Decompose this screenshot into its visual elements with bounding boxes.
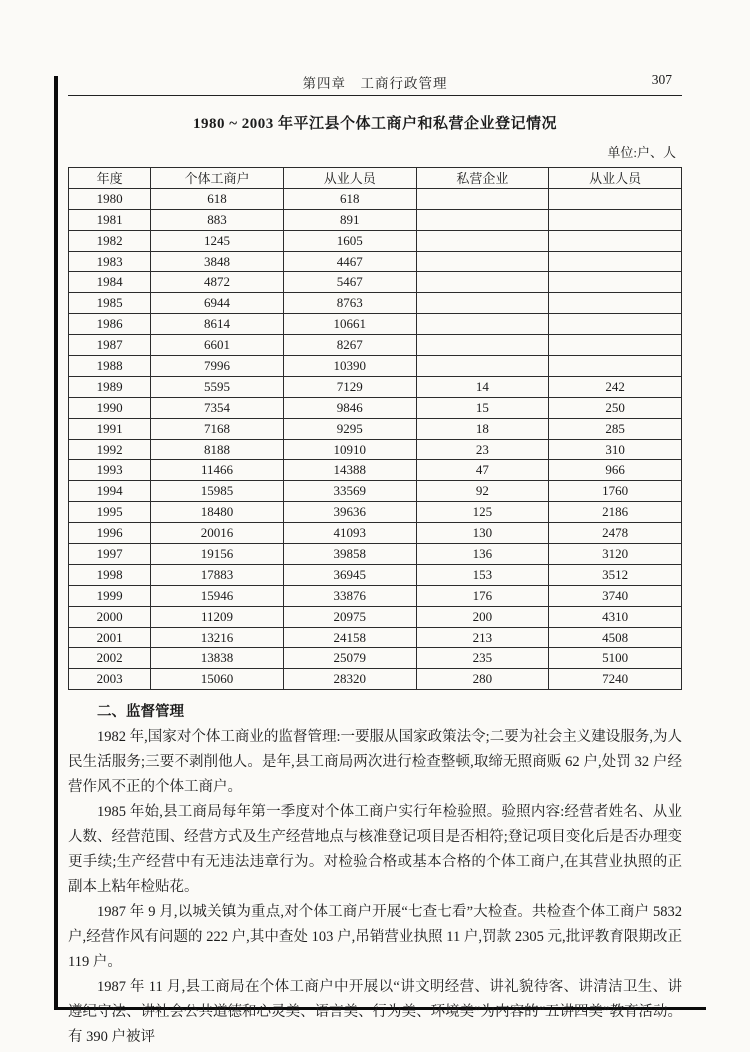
table-cell xyxy=(416,356,549,377)
table-cell: 5100 xyxy=(549,648,682,669)
table-cell: 7240 xyxy=(549,669,682,690)
table-cell: 41093 xyxy=(283,523,416,544)
table-cell xyxy=(549,209,682,230)
table-row xyxy=(69,669,682,690)
table-cell: 1760 xyxy=(549,481,682,502)
table-row xyxy=(69,627,682,648)
body-paragraph: 1987 年 11 月,县工商局在个体工商户中开展以“讲文明经营、讲礼貌待客、讲清洁卫生、讲遵纪守法、讲社会公共道德和心灵美、语言美、行为美、环境美”为内容的“五讲四美”教育活动。有 390 户被评 xyxy=(68,979,682,1046)
body-paragraph: 1985 年始,县工商局每年第一季度对个体工商户实行年检验照。验照内容:经营者姓名、从业人数、经营范围、经营方式及生产经营地点与核准登记项目是否相符;登记项目变化后是否办理变更手续;生产经营中有无违法违章行为。对检验合格或基本合格的个体工商户,在其营业执照的正副本上粘年检贴花。 xyxy=(68,804,682,896)
table-cell xyxy=(549,188,682,209)
table-cell: 7354 xyxy=(151,397,284,418)
table-cell: 25079 xyxy=(283,648,416,669)
table-cell: 3740 xyxy=(549,585,682,606)
column-header: 从业人员 xyxy=(283,168,416,189)
table-cell: 15060 xyxy=(151,669,284,690)
table-cell: 10910 xyxy=(283,439,416,460)
table-cell: 8267 xyxy=(283,335,416,356)
table-cell: 1990 xyxy=(69,397,151,418)
table-cell: 7129 xyxy=(283,376,416,397)
table-cell: 10390 xyxy=(283,356,416,377)
table-cell: 242 xyxy=(549,376,682,397)
table-cell: 1987 xyxy=(69,335,151,356)
table-cell: 235 xyxy=(416,648,549,669)
table-cell: 5467 xyxy=(283,272,416,293)
column-header: 年度 xyxy=(69,168,151,189)
table-row xyxy=(69,314,682,335)
table-cell: 39858 xyxy=(283,544,416,565)
table-cell: 33876 xyxy=(283,585,416,606)
table-row xyxy=(69,230,682,251)
table-cell: 1245 xyxy=(151,230,284,251)
table-cell: 1984 xyxy=(69,272,151,293)
column-header: 私营企业 xyxy=(416,168,549,189)
table-row xyxy=(69,251,682,272)
table-cell: 5595 xyxy=(151,376,284,397)
table-row xyxy=(69,376,682,397)
table-cell: 20016 xyxy=(151,523,284,544)
table-cell: 17883 xyxy=(151,564,284,585)
unit-note: 单位:户、人 xyxy=(607,145,676,160)
table-row xyxy=(69,439,682,460)
table-cell: 18480 xyxy=(151,502,284,523)
table-header-row xyxy=(69,168,682,189)
table-cell: 618 xyxy=(283,188,416,209)
table-cell xyxy=(416,188,549,209)
table-cell: 176 xyxy=(416,585,549,606)
table-cell: 280 xyxy=(416,669,549,690)
table-cell: 7168 xyxy=(151,418,284,439)
table-cell: 11209 xyxy=(151,606,284,627)
table-cell: 2000 xyxy=(69,606,151,627)
table-cell: 19156 xyxy=(151,544,284,565)
table-cell xyxy=(416,314,549,335)
table-cell: 15985 xyxy=(151,481,284,502)
table-row xyxy=(69,335,682,356)
table-cell: 8614 xyxy=(151,314,284,335)
table-cell: 891 xyxy=(283,209,416,230)
table-cell: 125 xyxy=(416,502,549,523)
table-cell xyxy=(416,272,549,293)
table-cell: 15 xyxy=(416,397,549,418)
table-cell: 13838 xyxy=(151,648,284,669)
table-cell: 1989 xyxy=(69,376,151,397)
table-cell: 1986 xyxy=(69,314,151,335)
table-cell: 1998 xyxy=(69,564,151,585)
table-row xyxy=(69,544,682,565)
table-cell xyxy=(416,251,549,272)
table-cell: 1605 xyxy=(283,230,416,251)
table-cell: 2186 xyxy=(549,502,682,523)
table-cell: 28320 xyxy=(283,669,416,690)
table-cell: 2478 xyxy=(549,523,682,544)
table-cell: 1983 xyxy=(69,251,151,272)
table-cell: 1980 xyxy=(69,188,151,209)
table-cell: 8763 xyxy=(283,293,416,314)
table-cell xyxy=(416,293,549,314)
table-cell: 130 xyxy=(416,523,549,544)
table-cell: 1994 xyxy=(69,481,151,502)
table-cell: 1996 xyxy=(69,523,151,544)
table-row xyxy=(69,418,682,439)
table-row xyxy=(69,481,682,502)
page-header xyxy=(68,72,682,90)
table-cell: 3120 xyxy=(549,544,682,565)
table-cell: 14388 xyxy=(283,460,416,481)
table-cell: 1991 xyxy=(69,418,151,439)
table-cell: 23 xyxy=(416,439,549,460)
table-cell: 310 xyxy=(549,439,682,460)
table-cell: 14 xyxy=(416,376,549,397)
table-row xyxy=(69,356,682,377)
table-cell xyxy=(549,272,682,293)
table-cell: 250 xyxy=(549,397,682,418)
table-cell: 136 xyxy=(416,544,549,565)
table-cell: 9295 xyxy=(283,418,416,439)
table-row xyxy=(69,564,682,585)
body-paragraph: 1982 年,国家对个体工商业的监督管理:一要服从国家政策法令;二要为社会主义建设服务,为人民生活服务;三要不剥削他人。是年,县工商局两次进行检查整顿,取缔无照商贩 62 户,处罚 32 户经营作风不正的个体工商户。 xyxy=(68,729,682,796)
page-content xyxy=(68,72,682,1050)
table-cell: 4508 xyxy=(549,627,682,648)
table-cell xyxy=(549,335,682,356)
table-cell xyxy=(549,314,682,335)
table-cell: 6944 xyxy=(151,293,284,314)
column-header: 个体工商户 xyxy=(151,168,284,189)
column-header: 从业人员 xyxy=(549,168,682,189)
header-rule xyxy=(68,95,682,96)
table-cell: 4872 xyxy=(151,272,284,293)
table-cell: 3848 xyxy=(151,251,284,272)
table-cell: 1985 xyxy=(69,293,151,314)
table-cell: 11466 xyxy=(151,460,284,481)
table-row xyxy=(69,523,682,544)
table-cell: 33569 xyxy=(283,481,416,502)
table-cell: 2003 xyxy=(69,669,151,690)
table-cell xyxy=(416,230,549,251)
table-row xyxy=(69,460,682,481)
table-cell: 20975 xyxy=(283,606,416,627)
table-cell: 966 xyxy=(549,460,682,481)
table-row xyxy=(69,188,682,209)
section-heading: 二、监督管理 xyxy=(97,704,184,721)
table-row xyxy=(69,502,682,523)
table-cell: 1992 xyxy=(69,439,151,460)
table-cell: 4310 xyxy=(549,606,682,627)
table-cell: 285 xyxy=(549,418,682,439)
table-cell: 1995 xyxy=(69,502,151,523)
table-cell: 15946 xyxy=(151,585,284,606)
table-cell: 6601 xyxy=(151,335,284,356)
table-cell: 92 xyxy=(416,481,549,502)
table-cell: 3512 xyxy=(549,564,682,585)
table-cell: 13216 xyxy=(151,627,284,648)
table-cell: 47 xyxy=(416,460,549,481)
table-cell: 10661 xyxy=(283,314,416,335)
table-cell xyxy=(549,251,682,272)
table-cell: 4467 xyxy=(283,251,416,272)
table-row xyxy=(69,648,682,669)
body-paragraph: 1987 年 9 月,以城关镇为重点,对个体工商户开展“七查七看”大检查。共检查个体工商户 5832 户,经营作风有问题的 222 户,其中查处 103 户,吊销营业执照 11 户,罚款 2305 元,批评教育限期改正 119 户。 xyxy=(68,904,682,971)
table-row xyxy=(69,585,682,606)
table-cell: 153 xyxy=(416,564,549,585)
table-cell: 1981 xyxy=(69,209,151,230)
table-cell: 39636 xyxy=(283,502,416,523)
table-cell: 1999 xyxy=(69,585,151,606)
table-cell: 1997 xyxy=(69,544,151,565)
scan-artifact-left-bar xyxy=(54,76,58,1010)
body-text xyxy=(68,725,682,1050)
chapter-title: 第四章 工商行政管理 xyxy=(302,76,448,91)
table-cell: 18 xyxy=(416,418,549,439)
table-cell: 2001 xyxy=(69,627,151,648)
table-row xyxy=(69,209,682,230)
table-cell: 883 xyxy=(151,209,284,230)
table-cell: 200 xyxy=(416,606,549,627)
table-cell: 36945 xyxy=(283,564,416,585)
table-title: 1980 ~ 2003 年平江县个体工商户和私营企业登记情况 xyxy=(192,116,558,132)
table-cell xyxy=(549,230,682,251)
page-number: 307 xyxy=(651,72,672,87)
registration-table xyxy=(68,167,682,690)
table-row xyxy=(69,272,682,293)
table-cell: 618 xyxy=(151,188,284,209)
table-cell: 1993 xyxy=(69,460,151,481)
table-cell xyxy=(549,356,682,377)
table-row xyxy=(69,293,682,314)
table-cell: 9846 xyxy=(283,397,416,418)
table-cell xyxy=(416,335,549,356)
table-cell xyxy=(549,293,682,314)
table-row xyxy=(69,606,682,627)
table-cell xyxy=(416,209,549,230)
table-row xyxy=(69,397,682,418)
table-cell: 213 xyxy=(416,627,549,648)
table-cell: 1988 xyxy=(69,356,151,377)
table-cell: 2002 xyxy=(69,648,151,669)
table-cell: 7996 xyxy=(151,356,284,377)
table-cell: 24158 xyxy=(283,627,416,648)
table-cell: 8188 xyxy=(151,439,284,460)
table-cell: 1982 xyxy=(69,230,151,251)
